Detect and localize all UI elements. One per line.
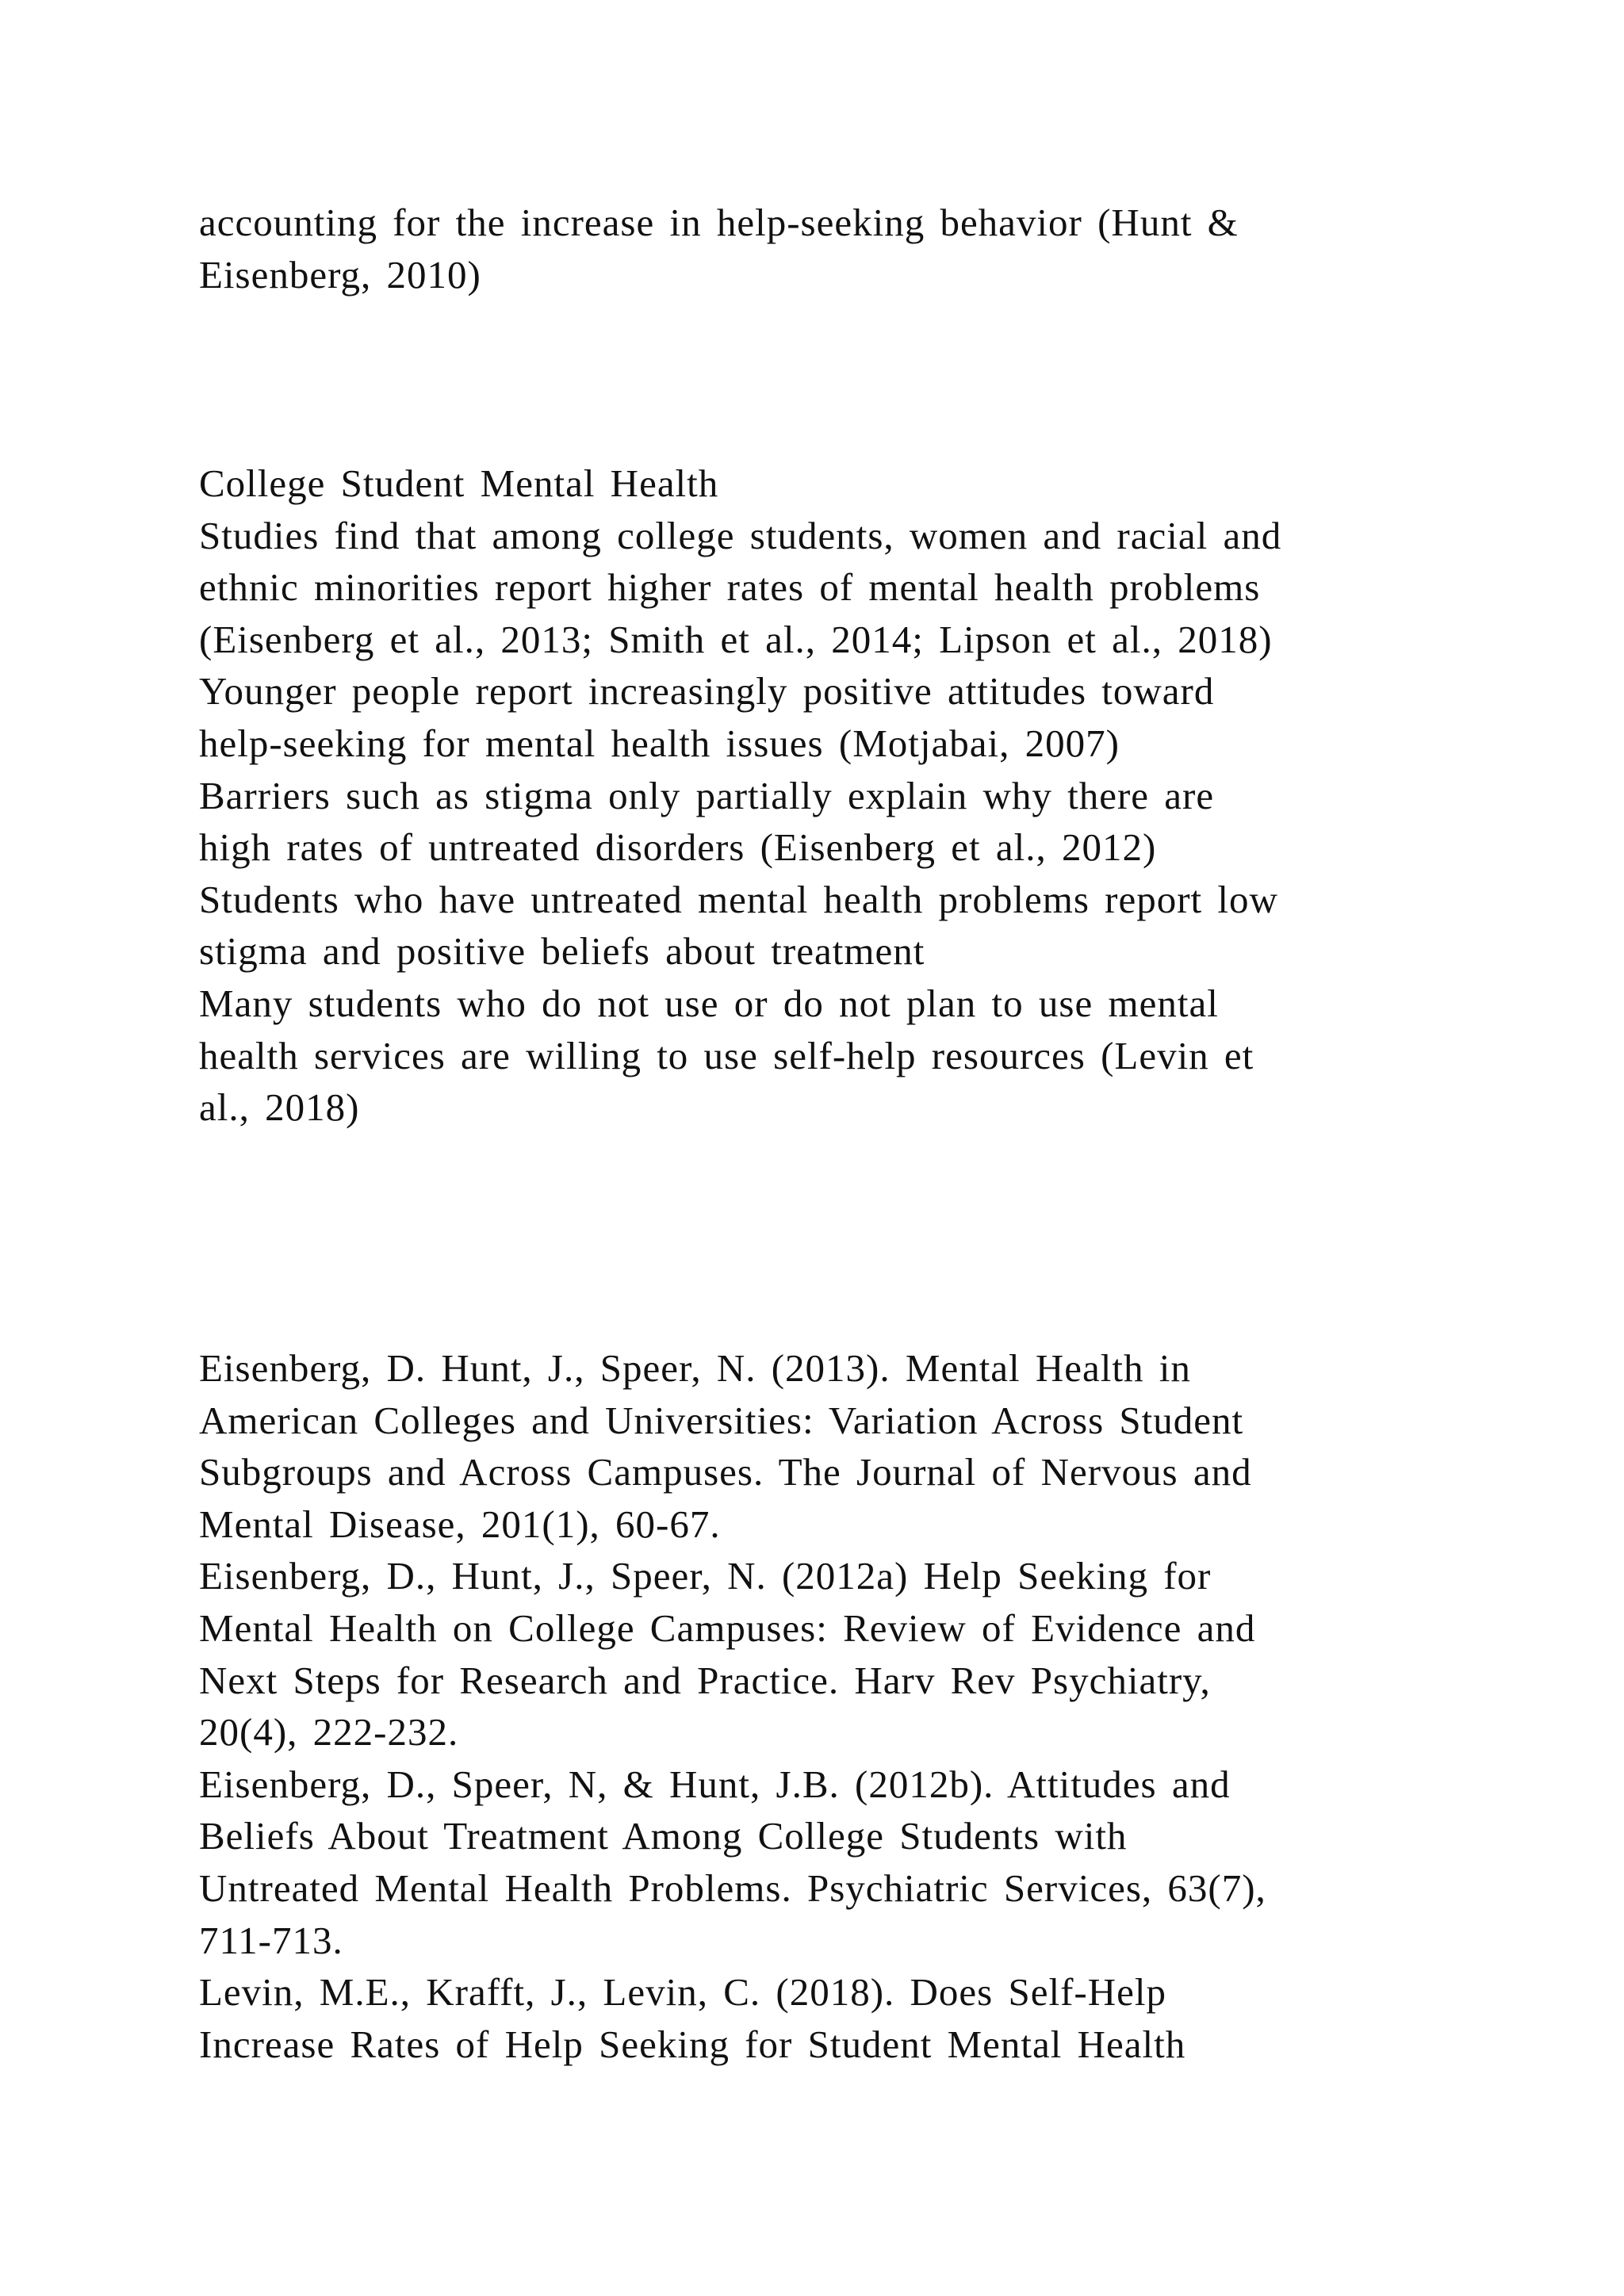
reference-line: Eisenberg, D. Hunt, J., Speer, N. (2013). Mental Health in [199, 1346, 1191, 1390]
text-line: help-seeking for mental health issues (Motjabai, 2007) [199, 721, 1120, 765]
reference-line: Untreated Mental Health Problems. Psychiatric Services, 63(7), [199, 1866, 1266, 1910]
reference-line: Eisenberg, D., Hunt, J., Speer, N. (2012a) Help Seeking for [199, 1554, 1212, 1598]
reference-line: American Colleges and Universities: Variation Across Student [199, 1398, 1244, 1442]
reference-line: Eisenberg, D., Speer, N, & Hunt, J.B. (2012b). Attitudes and [199, 1762, 1231, 1806]
text-line: accounting for the increase in help-seeking behavior (Hunt & [199, 201, 1239, 244]
text-line: Barriers such as stigma only partially explain why there are [199, 773, 1215, 817]
section-college-student-mental-health [199, 457, 1468, 1134]
reference-line: Subgroups and Across Campuses. The Journal of Nervous and [199, 1450, 1252, 1494]
text-line: high rates of untreated disorders (Eisenberg et al., 2012) [199, 825, 1157, 870]
reference-line: Beliefs About Treatment Among College Students with [199, 1814, 1128, 1858]
reference-line: Next Steps for Research and Practice. Harv Rev Psychiatry, [199, 1658, 1211, 1702]
reference-line: Mental Health on College Campuses: Review of Evidence and [199, 1605, 1256, 1650]
text-line: Studies find that among college students, women and racial and [199, 513, 1282, 557]
text-line: health services are willing to use self-help resources (Levin et [199, 1033, 1254, 1077]
text-line: Eisenberg, 2010) [199, 252, 481, 297]
section-heading: College Student Mental Health [199, 461, 719, 505]
intro-paragraph [199, 197, 1468, 300]
text-line: stigma and positive beliefs about treatment [199, 929, 925, 974]
text-line: ethnic minorities report higher rates of mental health problems [199, 565, 1261, 610]
reference-line: Increase Rates of Help Seeking for Student Mental Health [199, 2022, 1186, 2066]
text-line: Students who have untreated mental health problems report low [199, 877, 1278, 921]
reference-line: 20(4), 222-232. [199, 1710, 459, 1755]
reference-line: 711-713. [199, 1918, 343, 1962]
text-line: Many students who do not use or do not plan to use mental [199, 981, 1219, 1025]
text-line: al., 2018) [199, 1085, 360, 1130]
references-list [199, 1342, 1468, 2070]
reference-line: Levin, M.E., Krafft, J., Levin, C. (2018). Does Self-Help [199, 1970, 1166, 2015]
text-line: Younger people report increasingly positive attitudes toward [199, 669, 1215, 714]
text-line: (Eisenberg et al., 2013; Smith et al., 2014; Lipson et al., 2018) [199, 617, 1273, 661]
reference-line: Mental Disease, 201(1), 60-67. [199, 1502, 721, 1546]
